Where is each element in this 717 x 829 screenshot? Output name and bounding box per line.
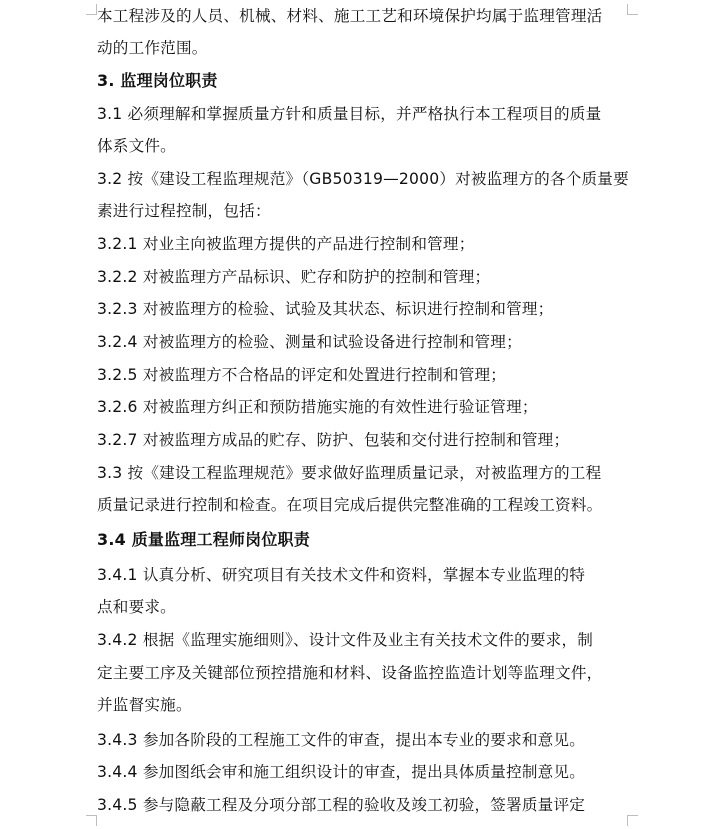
body-text-line: 素进行过程控制，包括： [97, 202, 271, 220]
list-item: 3.2.2 对被监理方产品标识、贮存和防护的控制和管理； [97, 268, 491, 286]
body-text-line: 点和要求。 [97, 598, 176, 616]
body-text-line: 体系文件。 [97, 137, 176, 155]
page-corner-mark [86, 4, 97, 15]
body-text-line: 本工程涉及的人员、机械、材料、施工工艺和环境保护均属于监理管理活 [97, 7, 603, 25]
section-heading: 3.4 质量监理工程师岗位职责 [97, 530, 310, 549]
page-corner-mark [627, 815, 638, 826]
body-text-line: 质量记录进行控制和检查。在项目完成后提供完整准确的工程竣工资料。 [97, 496, 603, 514]
body-text-line: 3.2 按《建设工程监理规范》（GB50319—2000）对被监理方的各个质量要 [97, 170, 629, 188]
list-item: 3.2.6 对被监理方纠正和预防措施实施的有效性进行验证管理； [97, 398, 538, 416]
list-item: 3.2.3 对被监理方的检验、试验及其状态、标识进行控制和管理； [97, 300, 554, 318]
list-item: 3.2.1 对业主向被监理方提供的产品进行控制和管理； [97, 235, 475, 253]
section-heading: 3. 监理岗位职责 [97, 71, 218, 90]
body-text-line: 并监督实施。 [97, 696, 192, 714]
body-text-line: 3.4.1 认真分析、研究项目有关技术文件和资料，掌握本专业监理的特 [97, 566, 586, 584]
body-text-line: 动的工作范围。 [97, 39, 208, 57]
body-text-line: 3.4.2 根据《监理实施细则》、设计文件及业主有关技术文件的要求，制 [97, 631, 594, 649]
list-item: 3.2.7 对被监理方成品的贮存、防护、包装和交付进行控制和管理； [97, 431, 570, 449]
page-corner-mark [86, 815, 97, 826]
body-text-line: 3.4.5 参与隐蔽工程及分项分部工程的验收及竣工初验，签署质量评定 [97, 796, 586, 814]
body-text-line: 定主要工序及关键部位预控措施和材料、设备监控监造计划等监理文件， [97, 664, 603, 682]
body-text-line: 3.1 必须理解和掌握质量方针和质量目标，并严格执行本工程项目的质量 [97, 105, 602, 123]
body-text-line: 3.4.3 参加各阶段的工程施工文件的审查，提出本专业的要求和意见。 [97, 731, 586, 749]
list-item: 3.2.5 对被监理方不合格品的评定和处置进行控制和管理； [97, 366, 507, 384]
list-item: 3.2.4 对被监理方的检验、测量和试验设备进行控制和管理； [97, 333, 522, 351]
body-text-line: 3.4.4 参加图纸会审和施工组织设计的审查，提出具体质量控制意见。 [97, 763, 586, 781]
body-text-line: 3.3 按《建设工程监理规范》要求做好监理质量记录，对被监理方的工程 [97, 464, 602, 482]
